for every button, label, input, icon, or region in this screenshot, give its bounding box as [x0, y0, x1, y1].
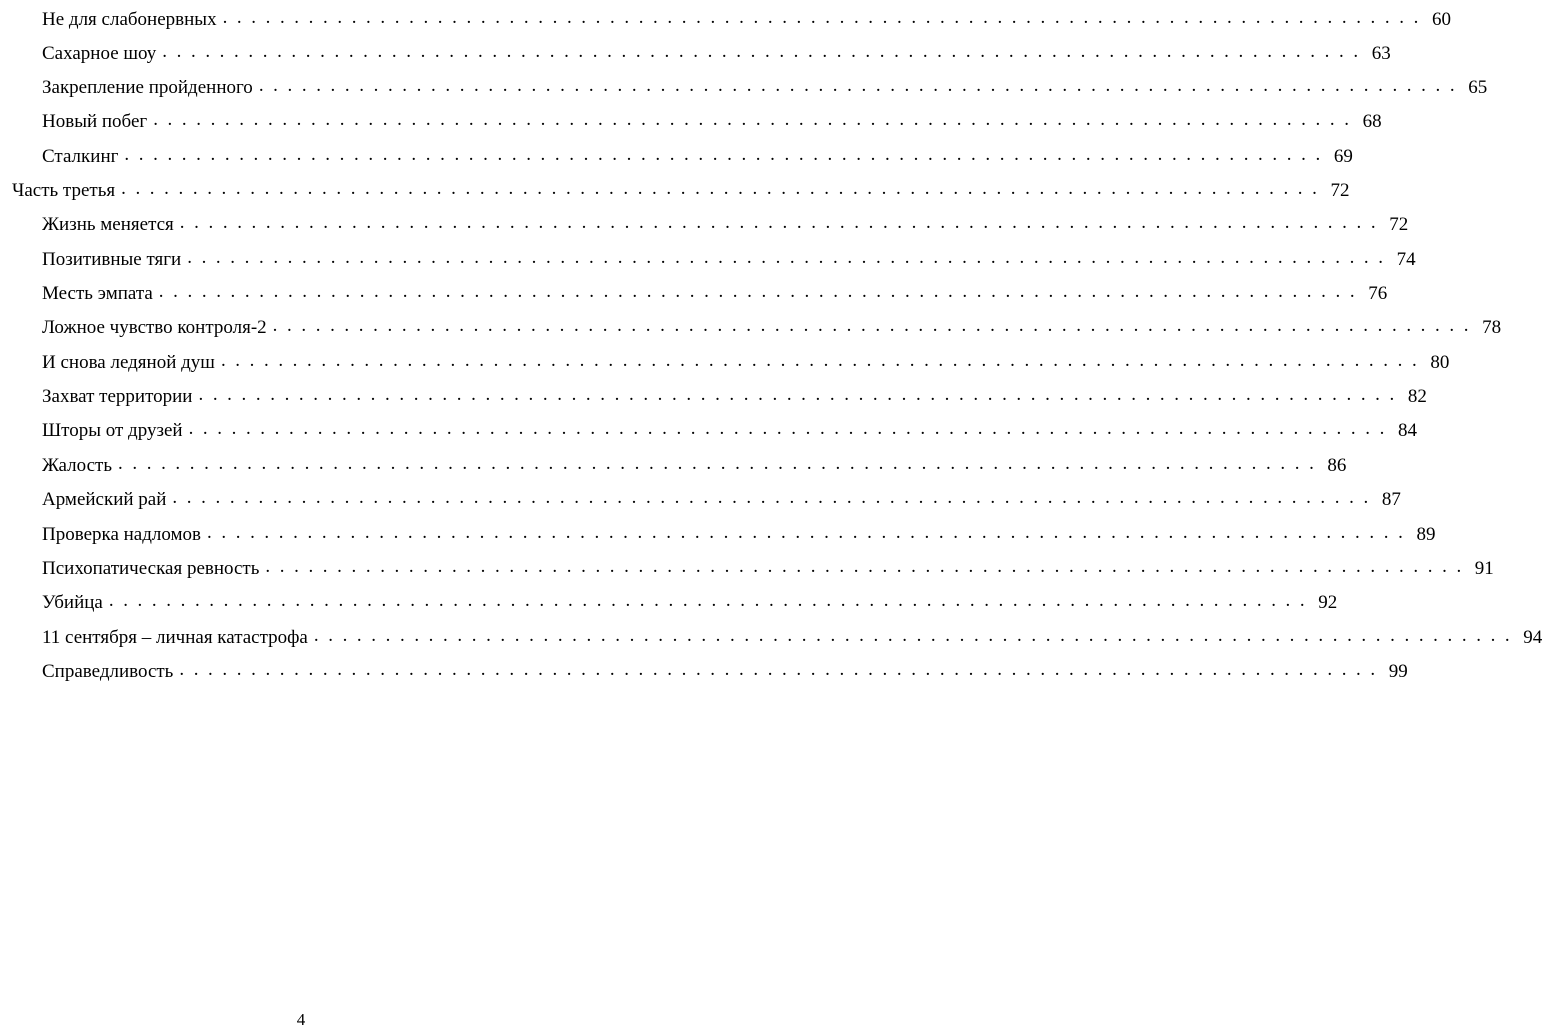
toc-dot-leader: ....................................................................................: [121, 178, 1327, 199]
toc-entry: [42, 277, 1388, 311]
toc-entry: [42, 71, 1488, 105]
toc-entry-title: Захват территории: [42, 380, 198, 414]
toc-entry-page: 60: [1428, 3, 1451, 37]
toc-entry-title: 11 сентября – личная катастрофа: [42, 621, 314, 655]
toc-entry-page: 78: [1478, 311, 1501, 345]
toc-entry-title: Позитивные тяги: [42, 243, 187, 277]
toc-entry: [42, 483, 1401, 517]
toc-dot-leader: ....................................................................................: [265, 556, 1471, 577]
toc-entry-page: 87: [1378, 483, 1401, 517]
toc-entry-title: Новый побег: [42, 105, 153, 139]
toc-part-heading: [12, 174, 1350, 208]
toc-entry: [42, 586, 1338, 620]
toc-dot-leader: ....................................................................................: [179, 659, 1385, 680]
toc-dot-leader: ....................................................................................: [188, 418, 1394, 439]
toc-entry-title: Ложное чувство контроля-2: [42, 311, 273, 345]
toc-entry: [42, 380, 1427, 414]
toc-entry: [42, 621, 1542, 655]
toc-entry: [42, 449, 1347, 483]
toc-entry-page: 92: [1314, 586, 1337, 620]
toc-entry-title: Не для слабонервных: [42, 3, 223, 37]
toc-entry-title: Часть третья: [12, 174, 121, 208]
toc-entry: [42, 311, 1502, 345]
toc-entry-page: 94: [1519, 621, 1542, 655]
toc-dot-leader: ....................................................................................: [124, 144, 1330, 165]
toc-dot-leader: ....................................................................................: [118, 453, 1324, 474]
toc-entry-title: Шторы от друзей: [42, 414, 189, 448]
toc-entry-title: Жалость: [42, 449, 118, 483]
toc-dot-leader: ....................................................................................: [207, 522, 1413, 543]
toc-entry-title: И снова ледяной душ: [42, 346, 221, 380]
toc-entry-title: Армейский рай: [42, 483, 172, 517]
toc-dot-leader: ....................................................................................: [172, 487, 1378, 508]
toc-entry-title: Сталкинг: [42, 140, 124, 174]
toc-entry: [42, 655, 1408, 689]
toc-entry: [42, 414, 1417, 448]
toc-entry-page: 86: [1323, 449, 1346, 483]
toc-dot-leader: ....................................................................................: [258, 75, 1465, 96]
toc-entry: [42, 208, 1409, 242]
toc-entry-title: Убийца: [42, 586, 109, 620]
toc-entry-title: Справедливость: [42, 655, 179, 689]
toc-entry-title: Закрепление пройденного: [42, 71, 259, 105]
toc-dot-leader: ....................................................................................: [313, 625, 1520, 646]
toc-entry-page: 91: [1471, 552, 1494, 586]
toc-entry-page: 74: [1393, 243, 1416, 277]
toc-entry-page: 99: [1385, 655, 1408, 689]
toc-entry: [42, 140, 1353, 174]
toc-entry: [42, 3, 1451, 37]
toc-dot-leader: ....................................................................................: [179, 212, 1386, 233]
toc-dot-leader: ....................................................................................: [220, 350, 1427, 371]
toc-dot-leader: ....................................................................................: [162, 41, 1368, 62]
toc-dot-leader: ....................................................................................: [158, 281, 1365, 302]
toc-dot-leader: ....................................................................................: [198, 384, 1404, 405]
toc-entry-page: 84: [1394, 414, 1417, 448]
toc-entry: [42, 243, 1416, 277]
toc-entry-page: 69: [1330, 140, 1353, 174]
toc-entry-page: 72: [1385, 208, 1408, 242]
toc-entry: [42, 37, 1391, 71]
toc-entry-page: 65: [1464, 71, 1487, 105]
toc-dot-leader: ....................................................................................: [222, 7, 1428, 28]
toc-dot-leader: ....................................................................................: [187, 247, 1393, 268]
toc-entry-title: Сахарное шоу: [42, 37, 162, 71]
toc-entry-page: 80: [1426, 346, 1449, 380]
toc-entry-page: 76: [1364, 277, 1387, 311]
toc-entry-title: Проверка надломов: [42, 518, 207, 552]
toc-dot-leader: ....................................................................................: [272, 315, 1479, 336]
page-number: 4: [296, 1010, 306, 1029]
toc-entry: [42, 552, 1494, 586]
toc-entry-title: Психопатическая ревность: [42, 552, 265, 586]
toc-dot-leader: ....................................................................................: [108, 590, 1315, 611]
toc-entry-page: 72: [1327, 174, 1350, 208]
toc-entry-title: Жизнь меняется: [42, 208, 180, 242]
toc-entry-page: 82: [1404, 380, 1427, 414]
toc-entry: [42, 105, 1382, 139]
toc-entry-title: Месть эмпата: [42, 277, 159, 311]
toc-entry-page: 89: [1412, 518, 1435, 552]
toc-entry-page: 63: [1368, 37, 1391, 71]
toc-dot-leader: ....................................................................................: [153, 109, 1359, 130]
toc-entry: [42, 518, 1436, 552]
toc-entry: [42, 346, 1450, 380]
toc-entry-page: 68: [1359, 105, 1382, 139]
